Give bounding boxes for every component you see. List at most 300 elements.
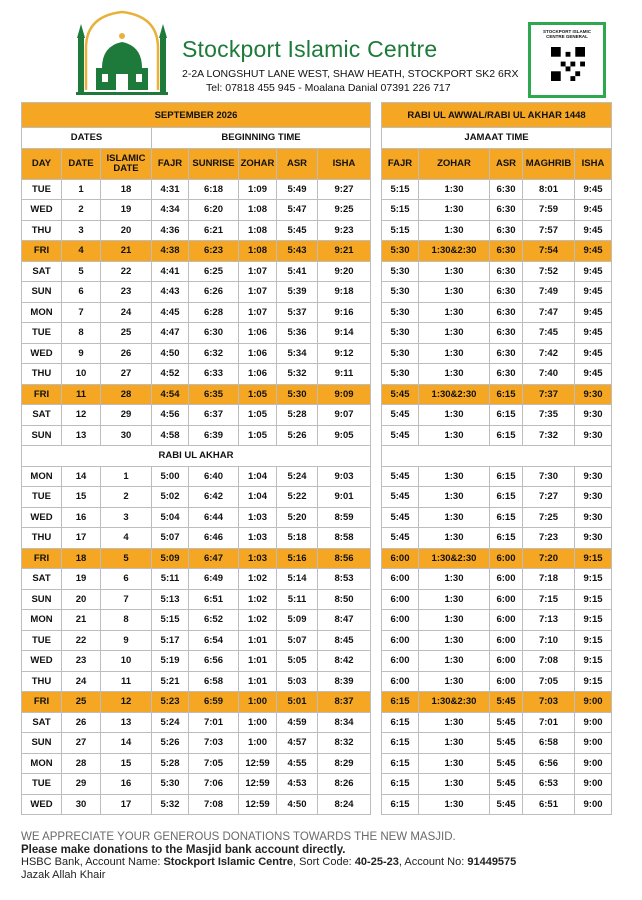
cell-date: 18: [62, 548, 101, 569]
cell-day: MON: [22, 610, 62, 631]
cell-sunrise: 6:58: [189, 671, 239, 692]
cell-j-isha: 9:45: [575, 282, 612, 303]
cell-j-asr: 6:00: [490, 630, 523, 651]
table-row: [382, 712, 612, 733]
cell-sunrise: 7:01: [189, 712, 239, 733]
cell-j-isha: 9:15: [575, 671, 612, 692]
cell-islamic: 6: [101, 569, 152, 590]
cell-j-asr: 6:15: [490, 507, 523, 528]
table-row: [22, 671, 371, 692]
cell-sunrise: 6:28: [189, 302, 239, 323]
table-row: [382, 466, 612, 487]
cell-zohar: 1:07: [239, 282, 277, 303]
cell-asr: 5:36: [277, 323, 318, 344]
cell-islamic: 2: [101, 487, 152, 508]
cell-j-asr: 6:15: [490, 384, 523, 405]
cell-date: 17: [62, 528, 101, 549]
cell-sunrise: 6:49: [189, 569, 239, 590]
table-row: [382, 610, 612, 631]
cell-date: 28: [62, 753, 101, 774]
cell-j-isha: 9:30: [575, 384, 612, 405]
cell-j-asr: 6:00: [490, 569, 523, 590]
cell-j-fajr: 5:30: [382, 302, 419, 323]
table-row: [382, 528, 612, 549]
cell-day: SAT: [22, 712, 62, 733]
cell-j-asr: 6:30: [490, 241, 523, 262]
col-header: SUNRISE: [189, 148, 239, 179]
cell-j-maghrib: 7:20: [523, 548, 575, 569]
cell-date: 9: [62, 343, 101, 364]
cell-fajr: 4:41: [152, 261, 189, 282]
cell-isha: 8:50: [318, 589, 371, 610]
cell-j-isha: 9:00: [575, 692, 612, 713]
cell-j-asr: 6:15: [490, 405, 523, 426]
cell-j-asr: 6:15: [490, 487, 523, 508]
cell-fajr: 4:50: [152, 343, 189, 364]
cell-j-asr: 5:45: [490, 733, 523, 754]
cell-asr: 5:16: [277, 548, 318, 569]
cell-j-asr: 5:45: [490, 753, 523, 774]
cell-j-maghrib: 7:23: [523, 528, 575, 549]
section-spacer: [382, 446, 612, 467]
cell-isha: 9:21: [318, 241, 371, 262]
cell-date: 19: [62, 569, 101, 590]
cell-j-asr: 6:30: [490, 200, 523, 221]
cell-isha: 9:25: [318, 200, 371, 221]
cell-j-fajr: 6:00: [382, 671, 419, 692]
cell-date: 14: [62, 466, 101, 487]
cell-sunrise: 6:20: [189, 200, 239, 221]
cell-j-isha: 9:30: [575, 405, 612, 426]
cell-j-fajr: 6:15: [382, 753, 419, 774]
cell-date: 16: [62, 507, 101, 528]
cell-fajr: 5:07: [152, 528, 189, 549]
cell-asr: 5:24: [277, 466, 318, 487]
account-name: Stockport Islamic Centre: [163, 856, 294, 868]
cell-date: 26: [62, 712, 101, 733]
cell-isha: 8:32: [318, 733, 371, 754]
table-row: [22, 487, 371, 508]
table-row: [22, 343, 371, 364]
table-row: [382, 364, 612, 385]
table-row: [22, 733, 371, 754]
cell-j-maghrib: 7:05: [523, 671, 575, 692]
cell-date: 25: [62, 692, 101, 713]
cell-islamic: 21: [101, 241, 152, 262]
cell-j-isha: 9:45: [575, 261, 612, 282]
cell-isha: 9:18: [318, 282, 371, 303]
cell-j-zohar: 1:30: [419, 364, 490, 385]
cell-j-isha: 9:00: [575, 794, 612, 815]
cell-isha: 8:42: [318, 651, 371, 672]
cell-j-fajr: 5:30: [382, 261, 419, 282]
cell-j-fajr: 6:00: [382, 569, 419, 590]
cell-j-fajr: 5:45: [382, 487, 419, 508]
cell-asr: 5:47: [277, 200, 318, 221]
cell-islamic: 18: [101, 179, 152, 200]
col-header: ISHA: [575, 148, 612, 179]
cell-j-zohar: 1:30: [419, 753, 490, 774]
cell-j-maghrib: 7:35: [523, 405, 575, 426]
account-number: 91449575: [467, 856, 517, 868]
cell-isha: 9:05: [318, 425, 371, 446]
cell-isha: 8:53: [318, 569, 371, 590]
mosque-logo-icon: [72, 8, 172, 98]
table-row: [22, 364, 371, 385]
cell-j-isha: 9:45: [575, 220, 612, 241]
table-row: [22, 425, 371, 446]
cell-date: 30: [62, 794, 101, 815]
cell-j-fajr: 5:45: [382, 507, 419, 528]
cell-day: THU: [22, 671, 62, 692]
cell-islamic: 8: [101, 610, 152, 631]
cell-j-fajr: 5:45: [382, 425, 419, 446]
cell-islamic: 17: [101, 794, 152, 815]
table-row: [382, 302, 612, 323]
cell-asr: 5:03: [277, 671, 318, 692]
cell-asr: 5:39: [277, 282, 318, 303]
cell-j-maghrib: 7:27: [523, 487, 575, 508]
cell-sunrise: 6:39: [189, 425, 239, 446]
cell-zohar: 1:00: [239, 733, 277, 754]
cell-j-isha: 9:00: [575, 753, 612, 774]
cell-j-asr: 5:45: [490, 712, 523, 733]
qr-code-card[interactable]: [528, 22, 606, 98]
cell-isha: 9:14: [318, 323, 371, 344]
cell-fajr: 5:13: [152, 589, 189, 610]
cell-asr: 4:57: [277, 733, 318, 754]
cell-day: SAT: [22, 261, 62, 282]
col-header: DATE: [62, 148, 101, 179]
cell-day: WED: [22, 343, 62, 364]
table-row: [382, 343, 612, 364]
cell-j-asr: 6:30: [490, 220, 523, 241]
table-row: [22, 712, 371, 733]
cell-j-asr: 6:30: [490, 282, 523, 303]
cell-j-fajr: 5:30: [382, 343, 419, 364]
cell-sunrise: 7:06: [189, 774, 239, 795]
cell-j-zohar: 1:30: [419, 671, 490, 692]
cell-day: FRI: [22, 692, 62, 713]
cell-day: THU: [22, 364, 62, 385]
cell-asr: 5:41: [277, 261, 318, 282]
cell-j-fajr: 6:00: [382, 651, 419, 672]
cell-j-zohar: 1:30: [419, 405, 490, 426]
cell-j-zohar: 1:30: [419, 774, 490, 795]
cell-day: FRI: [22, 241, 62, 262]
cell-date: 27: [62, 733, 101, 754]
cell-zohar: 1:02: [239, 589, 277, 610]
cell-j-fajr: 5:45: [382, 466, 419, 487]
cell-sunrise: 6:51: [189, 589, 239, 610]
cell-sunrise: 6:59: [189, 692, 239, 713]
cell-j-zohar: 1:30: [419, 712, 490, 733]
cell-zohar: 1:03: [239, 507, 277, 528]
cell-islamic: 27: [101, 364, 152, 385]
cell-j-fajr: 6:00: [382, 589, 419, 610]
cell-j-asr: 6:00: [490, 671, 523, 692]
header: [0, 0, 642, 100]
cell-zohar: 1:09: [239, 179, 277, 200]
qr-title: STOCKPORT ISLAMIC CENTRE GENERAL: [543, 29, 591, 39]
cell-day: TUE: [22, 179, 62, 200]
cell-day: SAT: [22, 405, 62, 426]
cell-isha: 9:09: [318, 384, 371, 405]
cell-zohar: 1:01: [239, 630, 277, 651]
cell-j-zohar: 1:30: [419, 507, 490, 528]
cell-j-fajr: 6:00: [382, 610, 419, 631]
col-header: ISLAMIC DATE: [101, 148, 152, 179]
cell-sunrise: 7:05: [189, 753, 239, 774]
cell-j-fajr: 5:30: [382, 241, 419, 262]
cell-j-fajr: 5:30: [382, 364, 419, 385]
cell-j-isha: 9:15: [575, 548, 612, 569]
cell-date: 4: [62, 241, 101, 262]
cell-j-isha: 9:15: [575, 569, 612, 590]
beginning-times-table: [21, 102, 371, 815]
cell-asr: 5:28: [277, 405, 318, 426]
footer-bank-details: HSBC Bank, Account Name: Stockport Islamic Centre, Sort Code: 40-25-23, Account No: 91449575: [21, 856, 517, 868]
cell-asr: 5:45: [277, 220, 318, 241]
table-row: [22, 569, 371, 590]
cell-zohar: 1:03: [239, 528, 277, 549]
cell-asr: 4:53: [277, 774, 318, 795]
col-header: MAGHRIB: [523, 148, 575, 179]
cell-islamic: 15: [101, 753, 152, 774]
cell-zohar: 1:00: [239, 692, 277, 713]
cell-asr: 5:32: [277, 364, 318, 385]
cell-fajr: 4:47: [152, 323, 189, 344]
cell-day: WED: [22, 794, 62, 815]
cell-sunrise: 6:18: [189, 179, 239, 200]
cell-isha: 9:11: [318, 364, 371, 385]
table-row: [22, 179, 371, 200]
cell-day: TUE: [22, 323, 62, 344]
table-row: [382, 384, 612, 405]
cell-day: MON: [22, 753, 62, 774]
cell-j-isha: 9:00: [575, 774, 612, 795]
cell-j-zohar: 1:30: [419, 323, 490, 344]
cell-date: 3: [62, 220, 101, 241]
cell-date: 20: [62, 589, 101, 610]
cell-j-zohar: 1:30: [419, 794, 490, 815]
cell-j-asr: 5:45: [490, 692, 523, 713]
cell-islamic: 13: [101, 712, 152, 733]
col-header: ISHA: [318, 148, 371, 179]
cell-date: 13: [62, 425, 101, 446]
cell-fajr: 5:21: [152, 671, 189, 692]
cell-zohar: 1:07: [239, 302, 277, 323]
cell-j-zohar: 1:30: [419, 282, 490, 303]
cell-j-maghrib: 7:15: [523, 589, 575, 610]
cell-asr: 5:18: [277, 528, 318, 549]
cell-isha: 8:37: [318, 692, 371, 713]
cell-isha: 8:34: [318, 712, 371, 733]
cell-j-isha: 9:30: [575, 507, 612, 528]
cell-islamic: 28: [101, 384, 152, 405]
cell-j-fajr: 5:45: [382, 384, 419, 405]
cell-j-maghrib: 6:56: [523, 753, 575, 774]
cell-zohar: 1:07: [239, 261, 277, 282]
col-header: ASR: [277, 148, 318, 179]
cell-j-zohar: 1:30: [419, 220, 490, 241]
cell-j-maghrib: 7:08: [523, 651, 575, 672]
cell-asr: 5:43: [277, 241, 318, 262]
table-row: [22, 466, 371, 487]
cell-fajr: 4:43: [152, 282, 189, 303]
cell-fajr: 5:02: [152, 487, 189, 508]
cell-day: WED: [22, 507, 62, 528]
cell-j-fajr: 6:15: [382, 692, 419, 713]
cell-j-isha: 9:15: [575, 589, 612, 610]
cell-date: 23: [62, 651, 101, 672]
cell-j-asr: 6:00: [490, 651, 523, 672]
cell-fajr: 5:26: [152, 733, 189, 754]
cell-zohar: 1:02: [239, 569, 277, 590]
cell-asr: 5:01: [277, 692, 318, 713]
cell-sunrise: 6:42: [189, 487, 239, 508]
cell-sunrise: 6:35: [189, 384, 239, 405]
cell-date: 11: [62, 384, 101, 405]
cell-isha: 8:29: [318, 753, 371, 774]
cell-isha: 9:27: [318, 179, 371, 200]
cell-day: TUE: [22, 630, 62, 651]
col-header: ZOHAR: [419, 148, 490, 179]
beginning-group-header: BEGINNING TIME: [152, 128, 371, 149]
cell-j-isha: 9:30: [575, 425, 612, 446]
cell-j-maghrib: 7:30: [523, 466, 575, 487]
cell-sunrise: 6:46: [189, 528, 239, 549]
cell-fajr: 5:32: [152, 794, 189, 815]
cell-fajr: 4:54: [152, 384, 189, 405]
donation-footer: [21, 831, 621, 881]
cell-sunrise: 6:25: [189, 261, 239, 282]
cell-j-zohar: 1:30: [419, 630, 490, 651]
table-row: [382, 692, 612, 713]
cell-date: 5: [62, 261, 101, 282]
table-row: [382, 589, 612, 610]
cell-day: MON: [22, 302, 62, 323]
cell-isha: 8:56: [318, 548, 371, 569]
table-row: [382, 179, 612, 200]
cell-sunrise: 6:47: [189, 548, 239, 569]
table-row: [382, 200, 612, 221]
cell-j-zohar: 1:30&2:30: [419, 692, 490, 713]
cell-sunrise: 6:56: [189, 651, 239, 672]
table-row: [22, 507, 371, 528]
cell-j-isha: 9:30: [575, 528, 612, 549]
cell-sunrise: 6:21: [189, 220, 239, 241]
cell-j-isha: 9:45: [575, 364, 612, 385]
cell-j-maghrib: 7:47: [523, 302, 575, 323]
cell-zohar: 1:08: [239, 241, 277, 262]
cell-j-maghrib: 7:42: [523, 343, 575, 364]
cell-day: TUE: [22, 487, 62, 508]
cell-zohar: 1:06: [239, 364, 277, 385]
cell-j-fajr: 5:15: [382, 179, 419, 200]
cell-j-maghrib: 7:10: [523, 630, 575, 651]
cell-date: 7: [62, 302, 101, 323]
table-row: [22, 200, 371, 221]
cell-j-isha: 9:15: [575, 651, 612, 672]
cell-day: SUN: [22, 425, 62, 446]
col-header: ZOHAR: [239, 148, 277, 179]
cell-day: MON: [22, 466, 62, 487]
cell-j-maghrib: 6:53: [523, 774, 575, 795]
cell-j-zohar: 1:30: [419, 487, 490, 508]
cell-j-asr: 6:30: [490, 323, 523, 344]
cell-j-fajr: 6:00: [382, 548, 419, 569]
cell-j-fajr: 6:15: [382, 794, 419, 815]
cell-day: FRI: [22, 384, 62, 405]
cell-j-asr: 5:45: [490, 794, 523, 815]
cell-zohar: 1:05: [239, 405, 277, 426]
cell-j-isha: 9:30: [575, 487, 612, 508]
table-row: [22, 774, 371, 795]
cell-j-isha: 9:00: [575, 733, 612, 754]
table-row: [382, 487, 612, 508]
cell-zohar: 1:04: [239, 487, 277, 508]
cell-j-maghrib: 7:32: [523, 425, 575, 446]
cell-islamic: 1: [101, 466, 152, 487]
cell-islamic: 7: [101, 589, 152, 610]
cell-j-zohar: 1:30: [419, 528, 490, 549]
cell-zohar: 1:04: [239, 466, 277, 487]
cell-j-maghrib: 7:01: [523, 712, 575, 733]
table-row: [22, 692, 371, 713]
cell-fajr: 4:52: [152, 364, 189, 385]
cell-j-fajr: 5:45: [382, 405, 419, 426]
cell-sunrise: 6:32: [189, 343, 239, 364]
cell-sunrise: 6:23: [189, 241, 239, 262]
dates-group-header: DATES: [22, 128, 152, 149]
cell-zohar: 1:02: [239, 610, 277, 631]
cell-asr: 5:20: [277, 507, 318, 528]
cell-date: 12: [62, 405, 101, 426]
cell-date: 10: [62, 364, 101, 385]
table-row: [22, 589, 371, 610]
cell-fajr: 5:15: [152, 610, 189, 631]
cell-j-maghrib: 7:25: [523, 507, 575, 528]
table-row: [22, 753, 371, 774]
cell-j-maghrib: 7:18: [523, 569, 575, 590]
cell-isha: 8:47: [318, 610, 371, 631]
footer-instruction: Please make donations to the Masjid bank account directly.: [21, 843, 346, 856]
cell-fajr: 4:36: [152, 220, 189, 241]
cell-islamic: 11: [101, 671, 152, 692]
cell-j-isha: 9:15: [575, 610, 612, 631]
cell-j-zohar: 1:30&2:30: [419, 241, 490, 262]
table-row: [22, 548, 371, 569]
cell-isha: 9:01: [318, 487, 371, 508]
month-title: SEPTEMBER 2026: [22, 103, 371, 128]
table-row: [22, 651, 371, 672]
cell-j-fajr: 5:30: [382, 282, 419, 303]
cell-j-fajr: 5:15: [382, 220, 419, 241]
cell-j-zohar: 1:30: [419, 261, 490, 282]
cell-j-asr: 6:15: [490, 528, 523, 549]
table-row: [382, 323, 612, 344]
cell-j-isha: 9:45: [575, 302, 612, 323]
cell-j-maghrib: 7:37: [523, 384, 575, 405]
cell-j-asr: 5:45: [490, 774, 523, 795]
cell-isha: 9:03: [318, 466, 371, 487]
table-row: [22, 220, 371, 241]
org-address: 2-2A LONGSHUT LANE WEST, SHAW HEATH, STOCKPORT SK2 6RX: [182, 68, 519, 80]
cell-fajr: 5:23: [152, 692, 189, 713]
cell-day: THU: [22, 220, 62, 241]
jamaat-group-header: JAMAAT TIME: [382, 128, 612, 149]
